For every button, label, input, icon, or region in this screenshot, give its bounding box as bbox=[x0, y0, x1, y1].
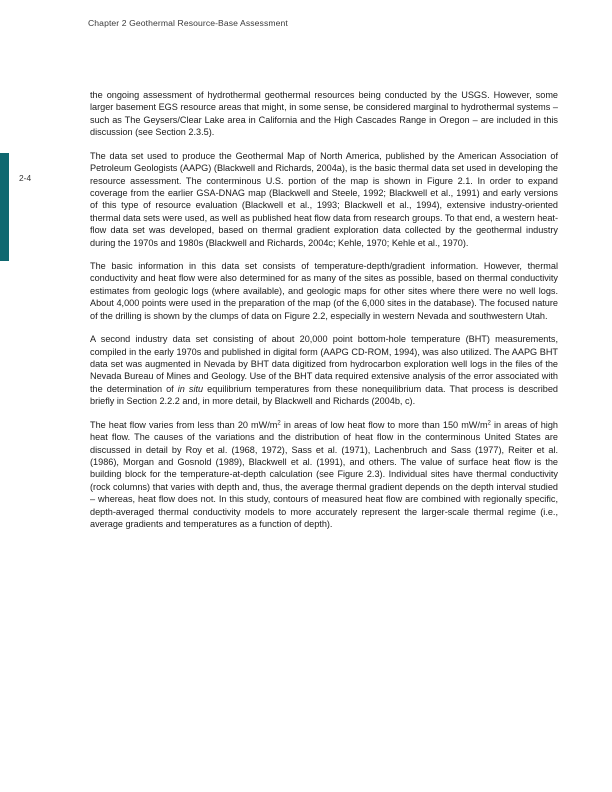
paragraph-aapg-map-data: The data set used to produce the Geothermal Map of North America, published by the American Association of Petroleum Geologists (AAPG) (Blackwell and Richards, 2004a), is the basic thermal data set used in developing the resource assessment. The conterminous U.S. portion of the map is shown in Figure 2.1. In order to expand coverage from the earlier GSA-DNAG map (Blackwell and Steele, 1992; Blackwell et al., 1991) and early versions of this type of resource evaluation (Blackwell et al., 1993; Blackwell et al., 1994), extensive industry-oriented thermal data sets were used, as well as published heat flow data from research groups. To that end, a western heat-flow data set was developed, based on thermal gradient exploration data collected by the geothermal industry during the 1970s and 1980s (Blackwell and Richards, 2004c; Kehle, 1970; Kehle et al., 1970). bbox=[90, 150, 558, 248]
paragraph-bht-data bbox=[90, 333, 558, 408]
superscript-2: 2 bbox=[487, 420, 491, 427]
bht-text-b: equilibrium temperatures from these nonequilibrium data. That process is described briefly in Section 2.2.2 and, in more detail, by Blackwell and Richards (2004b, c). bbox=[90, 383, 558, 407]
running-header bbox=[88, 18, 288, 28]
heat-flow-text-a: The heat flow varies from less than 20 mW/m bbox=[90, 419, 278, 430]
heat-flow-text-b: in areas of low heat flow to more than 150 mW/m bbox=[280, 419, 488, 430]
superscript-2: 2 bbox=[277, 420, 281, 427]
paragraph-hydrothermal-scope: the ongoing assessment of hydrothermal geothermal resources being conducted by the USGS. However, some larger basement EGS resource areas that might, in some sense, be considered marginal to hydrothermal systems – such as The Geysers/Clear Lake area in California and the High Cascades Range in Oregon – are included in this discussion (see Section 2.3.5). bbox=[90, 90, 558, 138]
chapter-title: Chapter 2 Geothermal Resource-Base Assessment bbox=[88, 18, 288, 28]
paragraph-heat-flow bbox=[90, 419, 558, 531]
bht-text-a: A second industry data set consisting of about 20,000 point bottom-hole temperature (BHT) measurements, compiled in the early 1970s and published in digital form (AAPG CD-ROM, 1994), was also utilized. The AAPG BHT data set was augmented in Nevada by BHT data digitized from hydrocarbon exploration well logs in the files of the Nevada Bureau of Mines and Geology. Use of the BHT data required extensive analysis of the error associated with the determination of bbox=[90, 334, 558, 394]
in-situ-term: in situ bbox=[177, 383, 204, 394]
heat-flow-text-c: in areas of high heat flow. The causes of the variations and the distribution of heat flow in the conterminous United States are discussed in detail by Roy et al. (1968, 1972), Sass et al. (1971), Lachenbruch and Sass (1977), Reiter et al. (1986), Morgan and Gosnold (1989), Blackwell et al. (1991), and others. The value of surface heat flow is the building block for the temperature-at-depth calculation (see Figure 2.3). Individual sites have thermal conductivity (rock columns) that varies with depth and, thus, the average thermal gradient depends on the depth interval studied – whereas, heat flow does not. In this study, contours of measured heat flow are combined with regionally specific, depth-averaged thermal conductivity models to more accurately represent the larger-scale thermal regime (i.e., average gradients and temperatures as a function of depth). bbox=[90, 419, 558, 530]
body-text bbox=[90, 89, 558, 541]
page-number: 2-4 bbox=[19, 173, 32, 183]
margin-accent-bar bbox=[0, 153, 9, 261]
paragraph-basic-information: The basic information in this data set consists of temperature-depth/gradient information. However, thermal conductivity and heat flow were also determined for as many of the sites as possible, based on thermal conductivity estimates from geologic logs (where available), and geologic maps for other sites where there were no well logs. About 4,000 points were used in the preparation of the map (of the 6,000 sites in the database). The focused nature of the drilling is shown by the clumps of data on Figure 2.2, especially in western Nevada and southwestern Utah. bbox=[90, 261, 558, 321]
